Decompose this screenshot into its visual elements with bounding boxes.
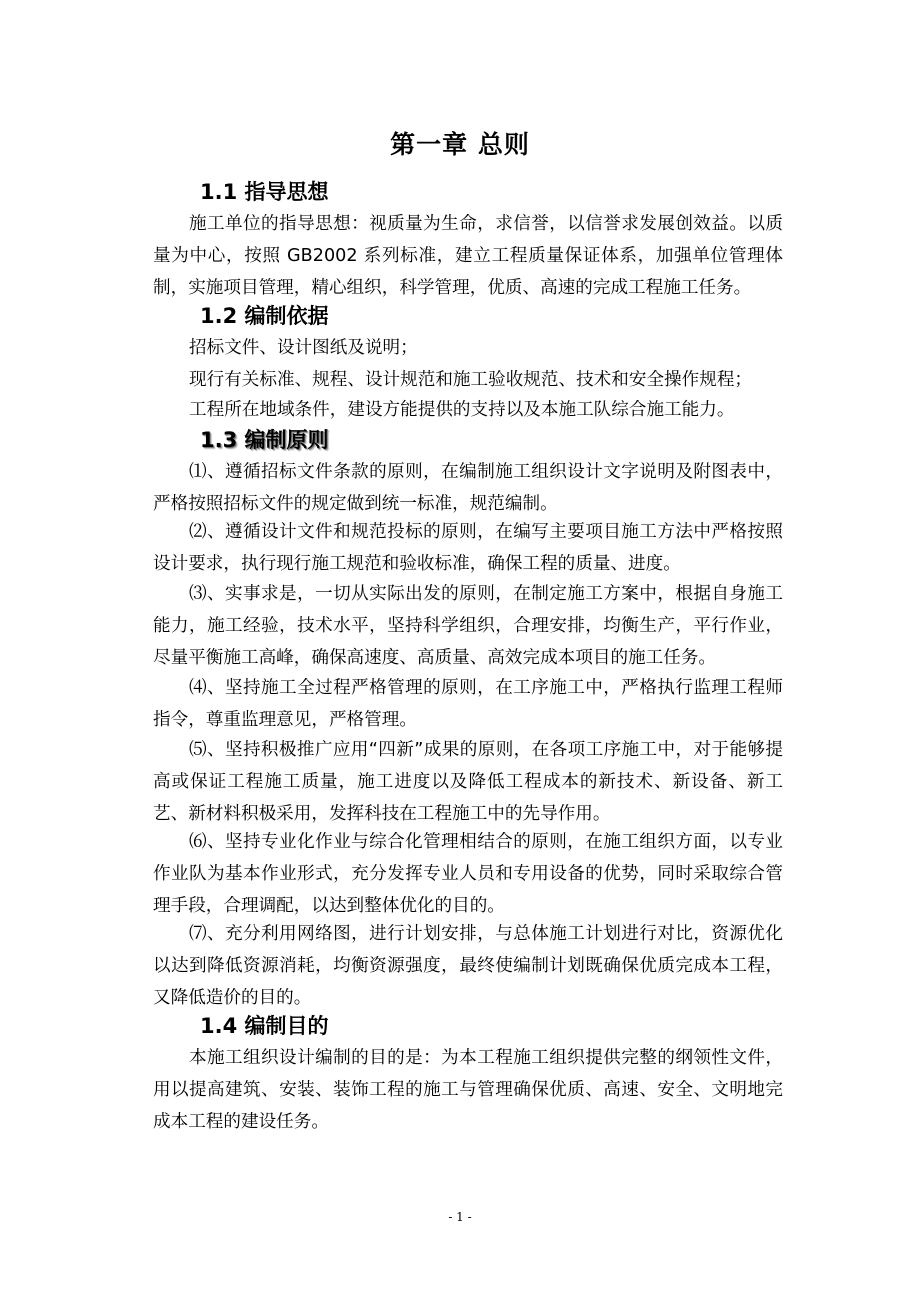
principle-item-1: ⑴、遵循招标文件条款的原则，在编制施工组织设计文字说明及附图表中，严格按照招标文件的规定做到统一标准，规范编制。 (153, 462, 783, 514)
paragraph: 工程所在地域条件，建设方能提供的支持以及本施工队综合施工能力。 (189, 400, 735, 420)
principle-item-2: ⑵、遵循设计文件和规范投标的原则，在编写主要项目施工方法中严格按照设计要求，执行现行施工规范和验收标准，确保工程的质量、进度。 (153, 522, 783, 574)
chapter-title: 第一章 总则 (390, 129, 530, 159)
principle-item-5: ⑸、坚持积极推广应用“四新”成果的原则，在各项工序施工中，对于能够提高或保证工程施工质量，施工进度以及降低工程成本的新技术、新设备、新工艺、新材料积极采用，发挥科技在工程施工中的先导作用。 (153, 740, 783, 824)
paragraph: 本施工组织设计编制的目的是：为本工程施工组织提供完整的纲领性文件，用以提高建筑、安装、装饰工程的施工与管理确保优质、高速、安全、文明地完成本工程的建设任务。 (153, 1048, 783, 1132)
section-heading-1-4: 1.4 编制目的 (200, 1014, 329, 1038)
principle-item-7: ⑺、充分利用网络图，进行计划安排，与总体施工计划进行对比，资源优化以达到降低资源消耗，均衡资源强度，最终使编制计划既确保优质完成本工程，又降低造价的目的。 (153, 924, 783, 1008)
principle-item-4: ⑷、坚持施工全过程严格管理的原则，在工序施工中，严格执行监理工程师指令，尊重监理意见，严格管理。 (153, 678, 783, 730)
principle-item-3: ⑶、实事求是，一切从实际出发的原则，在制定施工方案中，根据自身施工能力，施工经验，技术水平，坚持科学组织，合理安排，均衡生产，平行作业，尽量平衡施工高峰，确保高速度、高质量、高效完成本项目的施工任务。 (153, 584, 783, 668)
page-number: - 1 - (448, 1210, 472, 1224)
principle-item-6: ⑹、坚持专业化作业与综合化管理相结合的原则，在施工组织方面，以专业作业队为基本作业形式，充分发挥专业人员和专用设备的优势，同时采取综合管理手段，合理调配，以达到整体优化的目的。 (153, 832, 783, 916)
paragraph: 现行有关标准、规程、设计规范和施工验收规范、技术和安全操作规程； (189, 370, 753, 390)
section-heading-1-2: 1.2 编制依据 (200, 304, 329, 328)
section-heading-1-1: 1.1 指导思想 (200, 180, 329, 204)
paragraph: 施工单位的指导思想：视质量为生命，求信誉，以信誉求发展创效益。以质量为中心，按照 GB2002 系列标准，建立工程质量保证体系，加强单位管理体制，实施项目管理，精心组织，科学管理，优质、高速的完成工程施工任务。 (153, 214, 783, 298)
section-heading-1-3: 1.3 编制原则 (200, 428, 329, 452)
paragraph: 招标文件、设计图纸及说明； (189, 338, 418, 358)
